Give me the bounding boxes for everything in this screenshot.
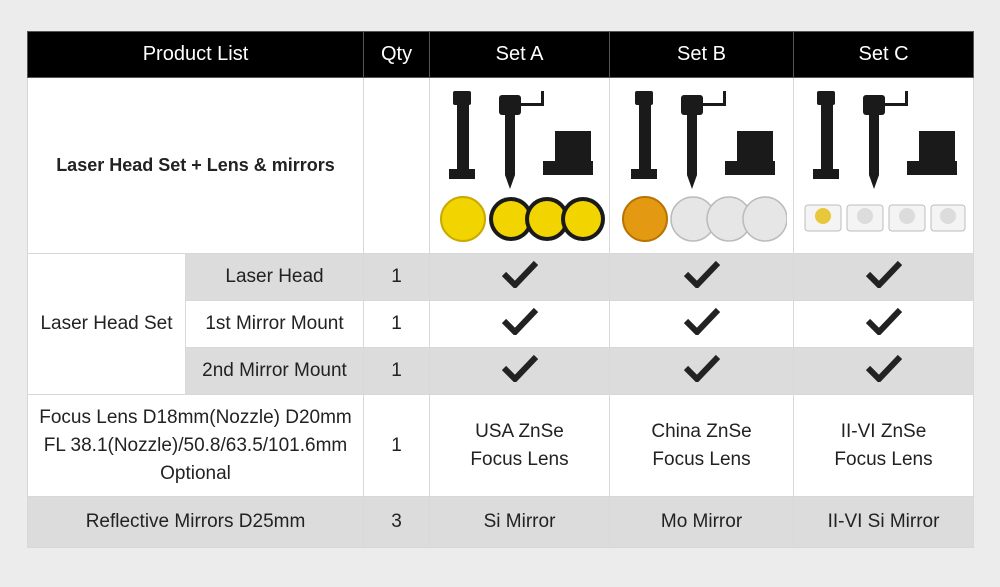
set-a-check [430, 301, 610, 348]
product-table-container [27, 31, 973, 545]
focus-lens-line2: FL 38.1(Nozzle)/50.8/63.5/101.6mm [43, 434, 348, 456]
check-icon [866, 260, 902, 288]
set-b-image [610, 78, 794, 254]
mirror-row [28, 497, 974, 548]
set-a-mirror: Si Mirror [430, 497, 610, 548]
header-set-b: Set B [610, 32, 794, 78]
set-c-lens [794, 395, 974, 497]
focus-lens-qty: 1 [364, 395, 430, 497]
table-row [28, 254, 974, 301]
item-name: Laser Head [186, 254, 364, 301]
laser-head-set-c-image [799, 81, 969, 251]
header-product-list: Product List [28, 32, 364, 78]
header-set-c: Set C [794, 32, 974, 78]
set-a-check [430, 348, 610, 395]
header-set-a: Set A [430, 32, 610, 78]
set-c-check [794, 254, 974, 301]
set-a-lens [430, 395, 610, 497]
image-row-label: Laser Head Set + Lens & mirrors [28, 78, 364, 254]
set-a-image [430, 78, 610, 254]
set-c-check [794, 301, 974, 348]
set-a-lens-line2: Focus Lens [470, 448, 569, 470]
set-c-mirror: II-VI Si Mirror [794, 497, 974, 548]
set-b-check [610, 301, 794, 348]
item-qty: 1 [364, 301, 430, 348]
laser-head-set-b-image [617, 81, 787, 251]
set-a-check [430, 254, 610, 301]
header-qty: Qty [364, 32, 430, 78]
set-b-check [610, 348, 794, 395]
laser-head-set-a-image [435, 81, 605, 251]
set-b-lens [610, 395, 794, 497]
set-a-lens-line1: USA ZnSe [475, 420, 564, 442]
check-icon [866, 354, 902, 382]
check-icon [684, 260, 720, 288]
set-b-lens-line1: China ZnSe [651, 420, 752, 442]
set-c-lens-line1: II-VI ZnSe [840, 420, 927, 442]
header-row [28, 32, 974, 78]
set-b-check [610, 254, 794, 301]
focus-lens-line1: Focus Lens D18mm(Nozzle) D20mm [39, 406, 352, 428]
check-icon [684, 307, 720, 335]
item-name: 1st Mirror Mount [186, 301, 364, 348]
item-name: 2nd Mirror Mount [186, 348, 364, 395]
mirror-label: Reflective Mirrors D25mm [28, 497, 364, 548]
set-c-image [794, 78, 974, 254]
check-icon [502, 307, 538, 335]
focus-lens-line3: Optional [160, 462, 231, 484]
set-b-lens-line2: Focus Lens [652, 448, 751, 470]
check-icon [866, 307, 902, 335]
focus-lens-label [28, 395, 364, 497]
laser-head-set-label: Laser Head Set [28, 254, 186, 395]
item-qty: 1 [364, 254, 430, 301]
image-row-qty [364, 78, 430, 254]
mirror-qty: 3 [364, 497, 430, 548]
check-icon [684, 354, 720, 382]
set-c-check [794, 348, 974, 395]
product-table [27, 31, 974, 548]
set-c-lens-line2: Focus Lens [834, 448, 933, 470]
item-qty: 1 [364, 348, 430, 395]
set-b-mirror: Mo Mirror [610, 497, 794, 548]
check-icon [502, 260, 538, 288]
image-row [28, 78, 974, 254]
focus-lens-row [28, 395, 974, 497]
check-icon [502, 354, 538, 382]
